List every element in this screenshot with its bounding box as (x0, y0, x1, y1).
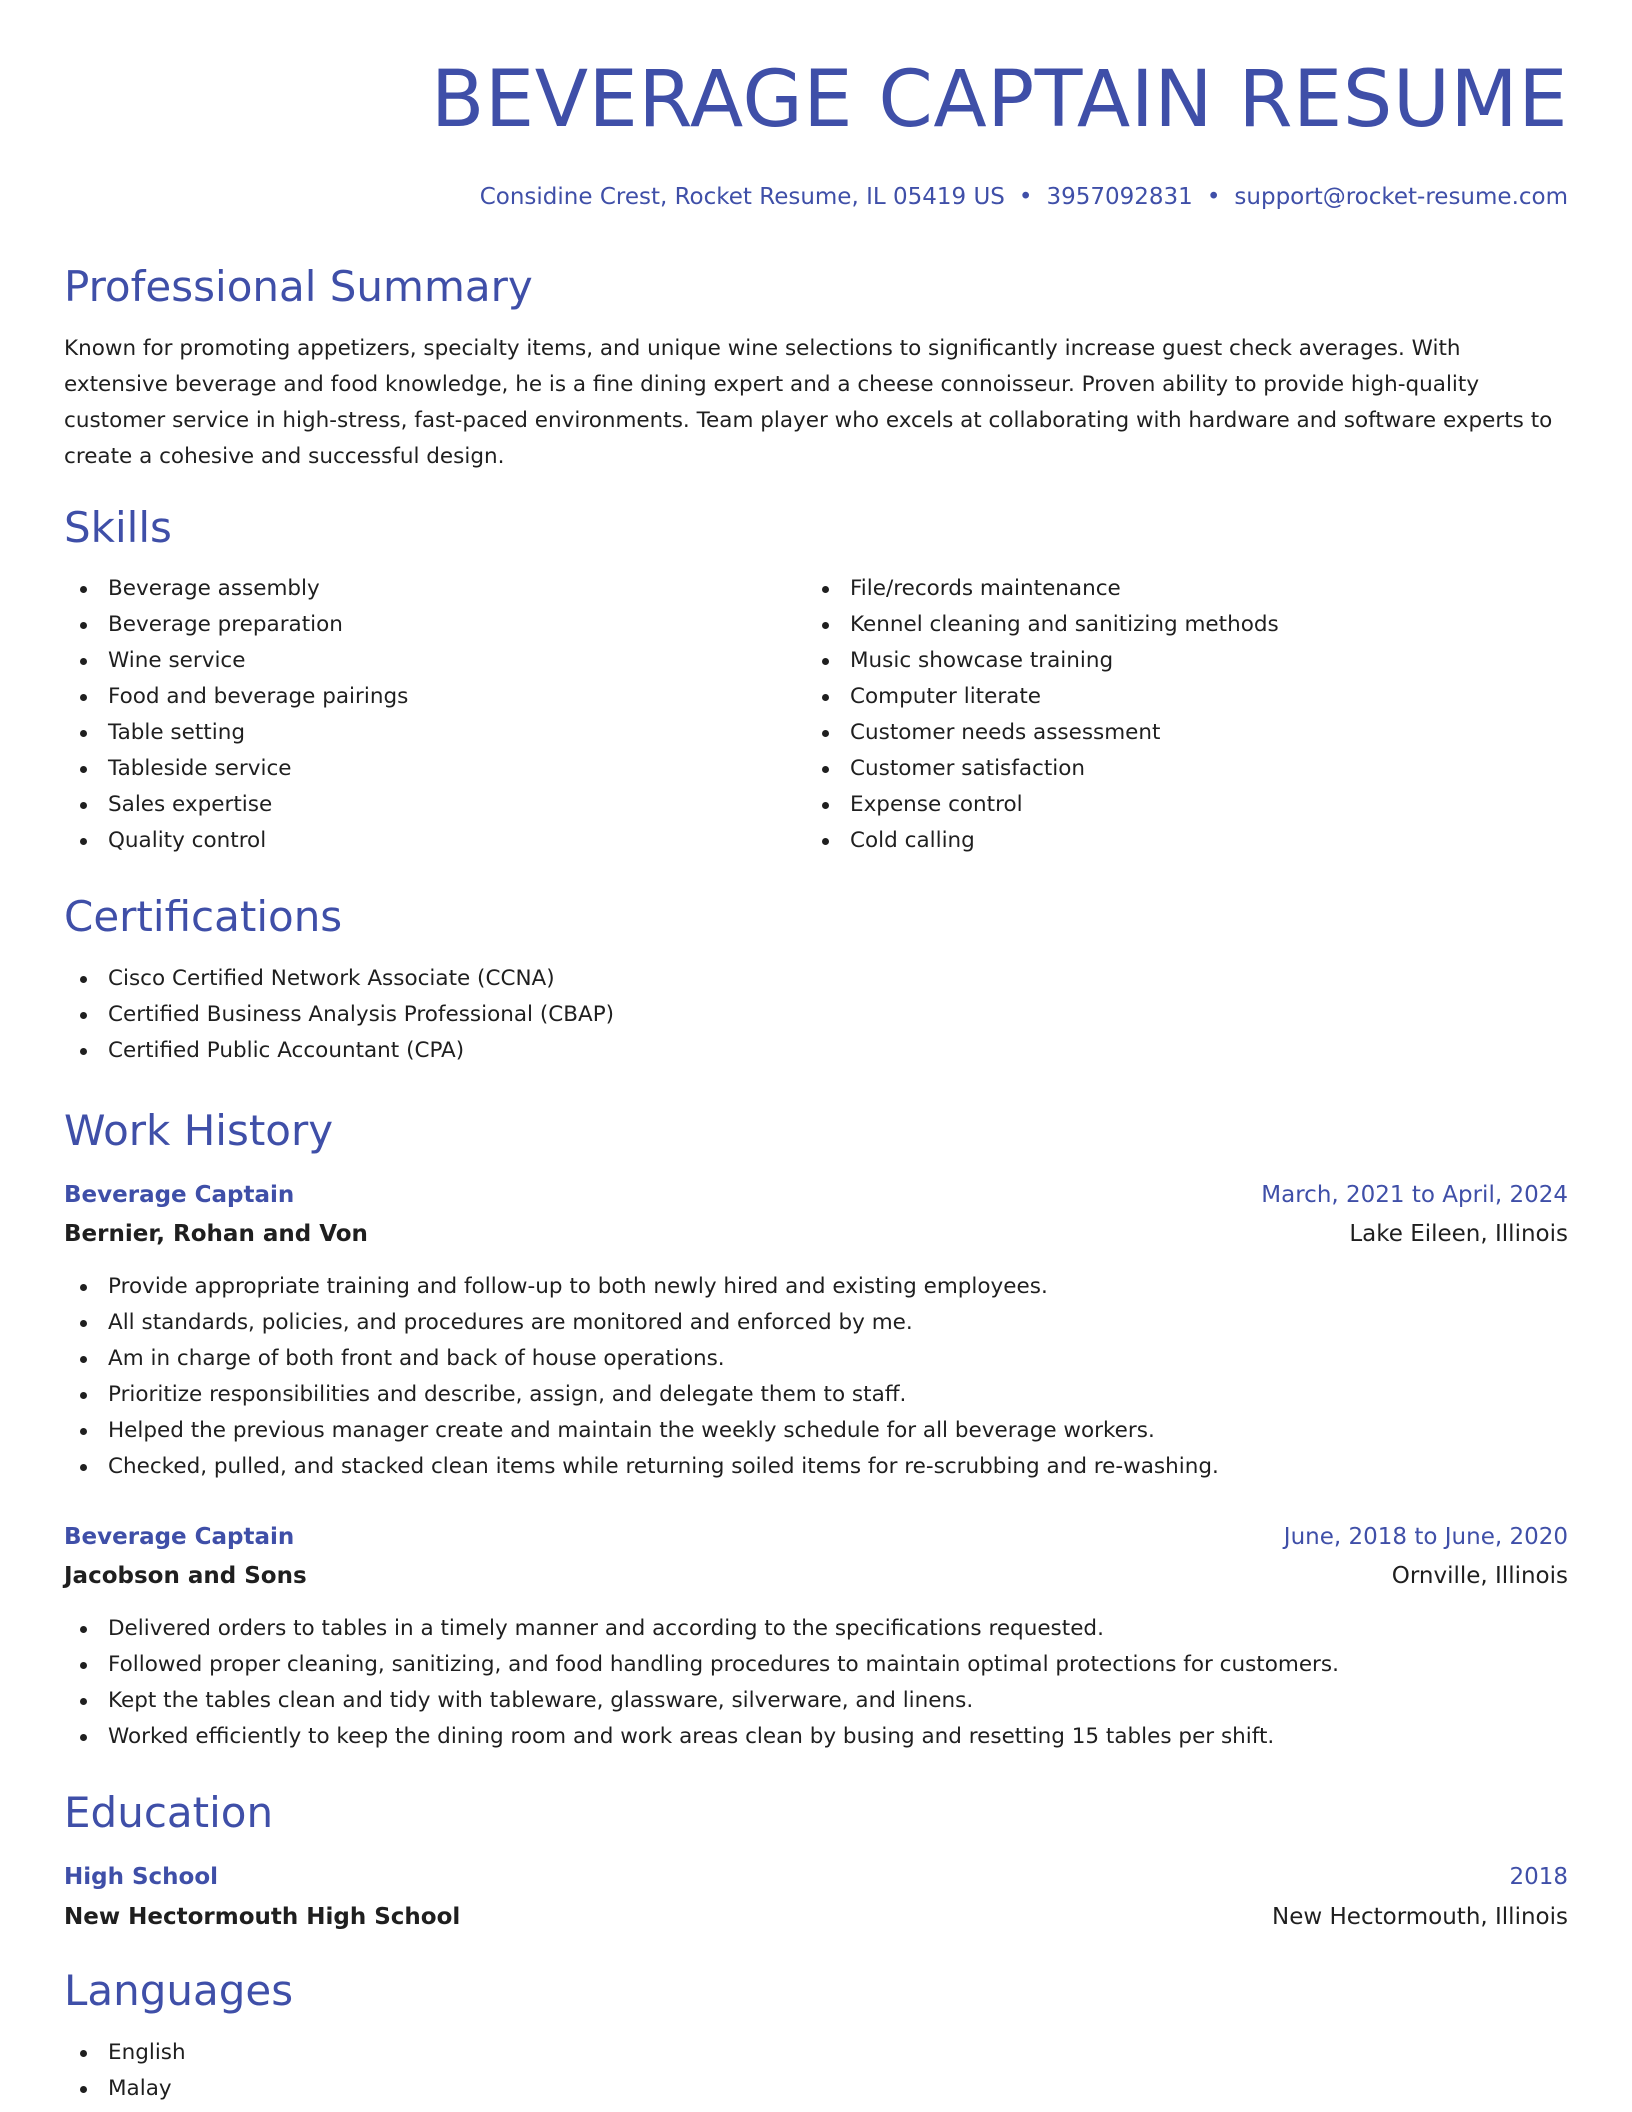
skill-item: Food and beverage pairings (64, 679, 408, 715)
contact-phone: 3957092831 (1046, 184, 1193, 210)
education-degree: High School (64, 1864, 219, 1890)
skill-item: Customer needs assessment (806, 715, 1279, 751)
skill-item: Expense control (806, 787, 1279, 823)
skill-item: Customer satisfaction (806, 751, 1279, 787)
languages-list (64, 2035, 186, 2107)
skill-item: Computer literate (806, 679, 1279, 715)
job-bullet: Delivered orders to tables in a timely manner and according to the specifications requested. (64, 1611, 1339, 1647)
education-school: New Hectormouth High School (64, 1904, 461, 1930)
job-dates: June, 2018 to June, 2020 (1283, 1524, 1568, 1550)
skills-list-right (806, 571, 1279, 859)
skill-item: Cold calling (806, 823, 1279, 859)
contact-line (480, 180, 1568, 214)
job-bullet: Am in charge of both front and back of house operations. (64, 1341, 1219, 1377)
job-bullet: All standards, policies, and procedures are monitored and enforced by me. (64, 1305, 1219, 1341)
skill-item: Music showcase training (806, 643, 1279, 679)
job-location: Lake Eileen, Illinois (1349, 1221, 1568, 1247)
job-title: Beverage Captain (64, 1524, 295, 1550)
languages-heading: Languages (64, 1966, 294, 2015)
language-item: English (64, 2035, 186, 2071)
job-dates: March, 2021 to April, 2024 (1261, 1182, 1568, 1208)
skills-heading: Skills (64, 503, 172, 552)
certification-item: Cisco Certified Network Associate (CCNA) (64, 961, 614, 997)
education-location: New Hectormouth, Illinois (1272, 1904, 1568, 1930)
summary-text: Known for promoting appetizers, specialty items, and unique wine selections to significantly increase guest check averages. With extensive beverage and food knowledge, he is a fine dining expert and a cheese connoisseur. Proven ability to provide high-quality customer service in high-stress, fast-paced environments. Team player who excels at collaborating with hardware and software experts to create a cohesive and successful design. (64, 336, 1553, 469)
job-bullet: Prioritize responsibilities and describe, assign, and delegate them to staff. (64, 1377, 1219, 1413)
skill-item: Kennel cleaning and sanitizing methods (806, 607, 1279, 643)
certification-item: Certified Business Analysis Professional (CBAP) (64, 997, 614, 1033)
job-bullet: Provide appropriate training and follow-up to both newly hired and existing employees. (64, 1269, 1219, 1305)
job-bullet: Kept the tables clean and tidy with tableware, glassware, silverware, and linens. (64, 1683, 1339, 1719)
contact-address: Considine Crest, Rocket Resume, IL 05419 US (479, 184, 1005, 210)
contact-separator: • (1018, 184, 1033, 210)
certification-item: Certified Public Accountant (CPA) (64, 1033, 614, 1069)
summary-heading: Professional Summary (64, 262, 533, 311)
job-title: Beverage Captain (64, 1182, 295, 1208)
contact-separator: • (1206, 184, 1221, 210)
language-item: Malay (64, 2071, 186, 2107)
certifications-heading: Certifications (64, 892, 343, 941)
contact-email: support@rocket-resume.com (1234, 184, 1568, 210)
job-bullet: Checked, pulled, and stacked clean items while returning soiled items for re-scrubbing and re-washing. (64, 1449, 1219, 1485)
education-heading: Education (64, 1788, 274, 1837)
skill-item: Quality control (64, 823, 408, 859)
skill-item: Table setting (64, 715, 408, 751)
company-name: Bernier, Rohan and Von (64, 1221, 368, 1247)
job-location: Ornville, Illinois (1391, 1563, 1568, 1589)
certifications-list (64, 961, 614, 1069)
job-bullets (64, 1611, 1339, 1755)
job-bullet: Followed proper cleaning, sanitizing, and food handling procedures to maintain optimal protections for customers. (64, 1647, 1339, 1683)
skill-item: File/records maintenance (806, 571, 1279, 607)
skill-item: Beverage assembly (64, 571, 408, 607)
skill-item: Sales expertise (64, 787, 408, 823)
resume-title: BEVERAGE CAPTAIN RESUME (430, 55, 1568, 145)
job-bullet: Helped the previous manager create and maintain the weekly schedule for all beverage workers. (64, 1413, 1219, 1449)
work-history-heading: Work History (64, 1106, 334, 1155)
skills-list-left (64, 571, 408, 859)
skill-item: Beverage preparation (64, 607, 408, 643)
job-bullets (64, 1269, 1219, 1485)
skill-item: Tableside service (64, 751, 408, 787)
job-bullet: Worked efficiently to keep the dining room and work areas clean by busing and resetting 15 tables per shift. (64, 1719, 1339, 1755)
skill-item: Wine service (64, 643, 408, 679)
education-year: 2018 (1509, 1864, 1568, 1890)
company-name: Jacobson and Sons (64, 1563, 307, 1589)
